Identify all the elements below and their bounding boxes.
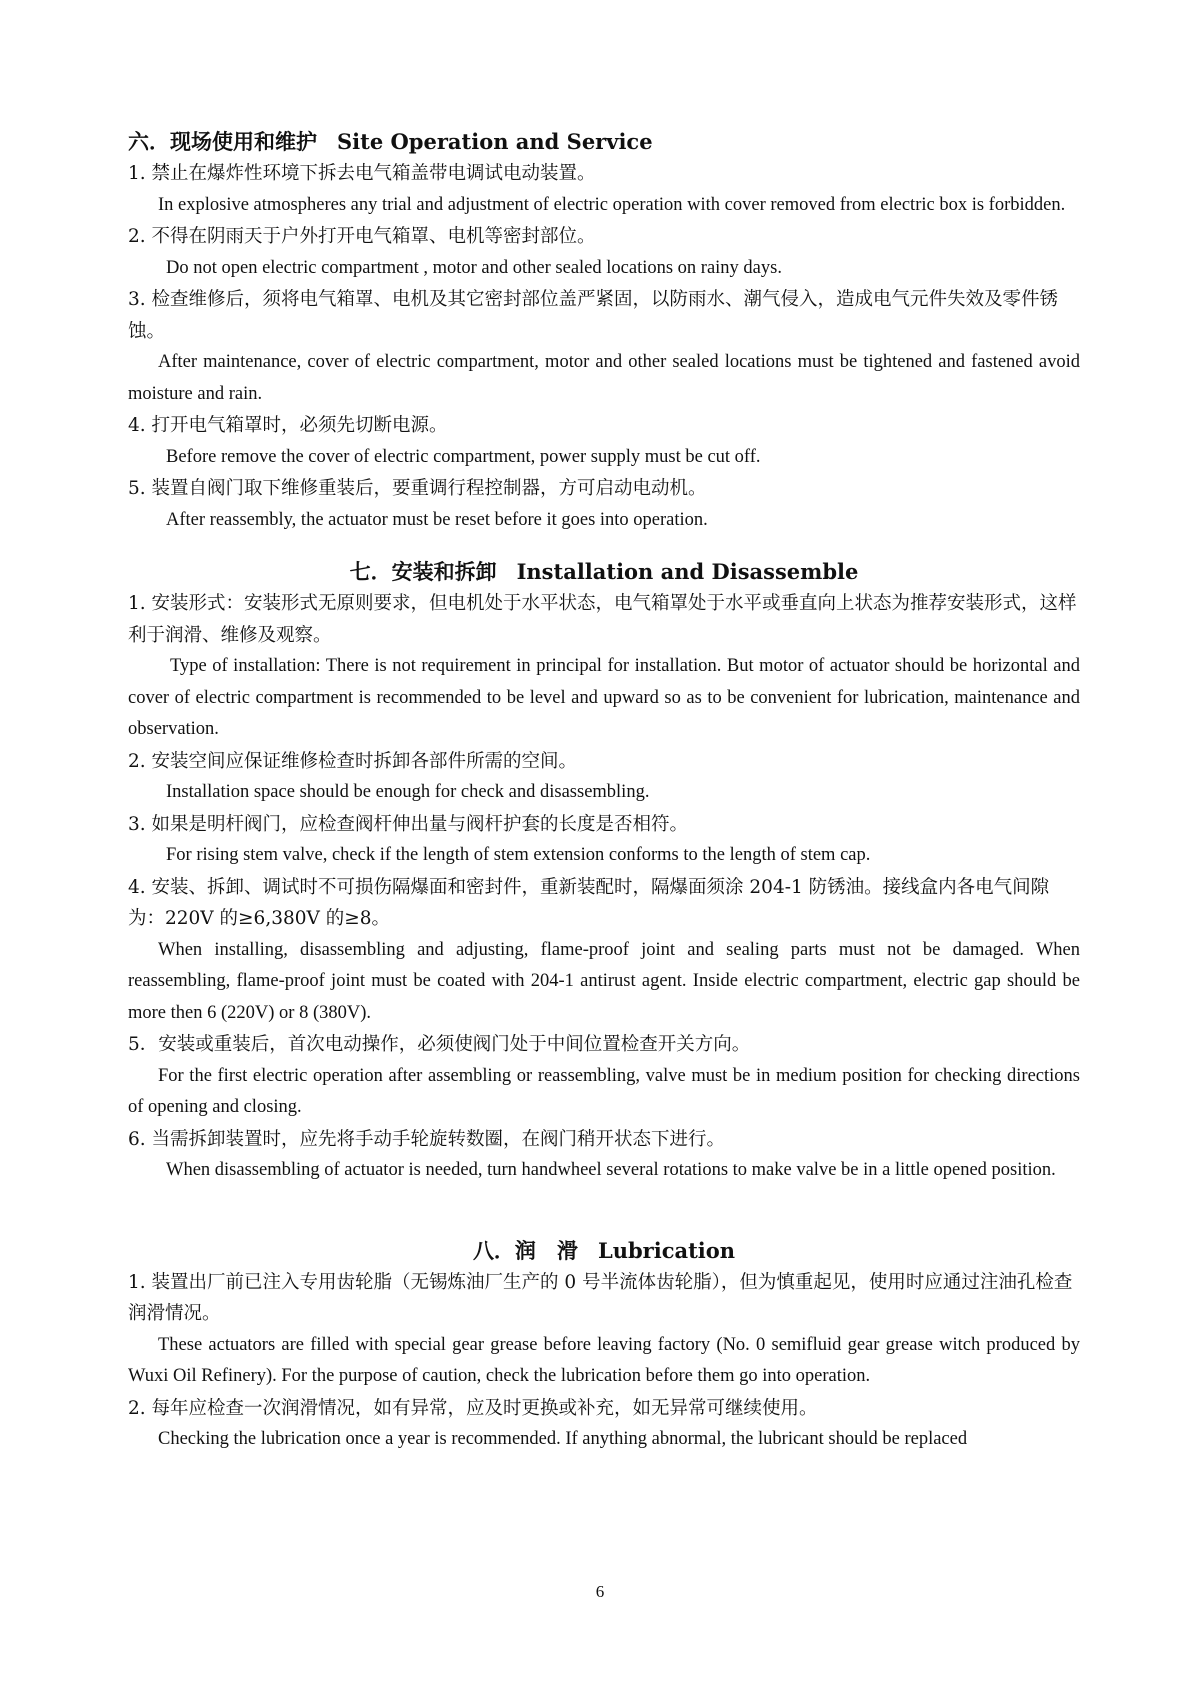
- s7-item-5-zh: 5．安装或重装后，首次电动操作，必须使阀门处于中间位置检查开关方向。: [128, 1034, 751, 1055]
- section-7-title-en: Installation and Disassemble: [516, 559, 859, 584]
- s6-item-4-en: Before remove the cover of electric compartment, power supply must be cut off.: [166, 446, 761, 467]
- s7-item-4-en: When installing, disassembling and adjusting, flame-proof joint and sealing parts must not be damaged. When reassembling, flame-proof joint must be coated with 204-1 antirust agent. Inside electric compartment, electric gap should be more then 6 (220V) or 8 (380V).: [128, 939, 1080, 1023]
- s7-item-4-zh: 4. 安装、拆卸、调试时不可损伤隔爆面和密封件，重新装配时，隔爆面须涂 204-1 防锈油。接线盒内各电气间隙为：220V 的≥6,380V 的≥8。: [128, 876, 1050, 929]
- section-6-title-en: Site Operation and Service: [337, 129, 653, 154]
- s6-item-4-zh: 4. 打开电气箱罩时，必须先切断电源。: [128, 415, 448, 436]
- s6-item-5-zh: 5. 装置自阀门取下维修重装后，要重调行程控制器，方可启动电动机。: [128, 478, 707, 499]
- s8-item-2-zh: 2. 每年应检查一次润滑情况，如有异常，应及时更换或补充，如无异常可继续使用。: [128, 1397, 818, 1419]
- section-6-title-zh: 六．现场使用和维护: [128, 129, 317, 154]
- s7-item-3-zh: 3. 如果是明杆阀门，应检查阀杆伸出量与阀杆护套的长度是否相符。: [128, 813, 689, 835]
- s6-item-3-zh: 3. 检查维修后，须将电气箱罩、电机及其它密封部位盖严紧固，以防雨水、潮气侵入，造成电气元件失效及零件锈蚀。: [128, 289, 1059, 342]
- s6-item-1-en: In explosive atmospheres any trial and adjustment of electric operation with cover removed from electric box is forbidden.: [158, 194, 1066, 215]
- s8-item-1-en: These actuators are filled with special gear grease before leaving factory (No. 0 semifluid gear grease witch produced by Wuxi Oil Refinery). For the purpose of caution, check the lubrication before them go into operation.: [128, 1334, 1080, 1386]
- s6-item-5-en: After reassembly, the actuator must be reset before it goes into operation.: [166, 509, 708, 530]
- s8-item-2-en: Checking the lubrication once a year is recommended. If anything abnormal, the lubricant should be replaced: [158, 1429, 968, 1449]
- page-content: [128, 126, 1080, 1456]
- s7-item-2-zh: 2. 安装空间应保证维修检查时拆卸各部件所需的空间。: [128, 750, 578, 772]
- s6-item-2-en: Do not open electric compartment , motor and other sealed locations on rainy days.: [166, 257, 782, 278]
- s7-item-6-zh: 6. 当需拆卸装置时，应先将手动手轮旋转数圈，在阀门稍开状态下进行。: [128, 1128, 726, 1150]
- page-number: 6: [595, 1582, 605, 1601]
- s7-item-3-en: For rising stem valve, check if the length of stem extension conforms to the length of stem cap.: [166, 845, 871, 865]
- section-6-heading: [128, 126, 1080, 158]
- section-7-heading: [128, 556, 1080, 588]
- s6-item-2-zh: 2. 不得在阴雨天于户外打开电气箱罩、电机等密封部位。: [128, 226, 596, 247]
- s6-item-3-en: After maintenance, cover of electric compartment, motor and other sealed locations must be tightened and fastened avoid moisture and rain.: [128, 352, 1080, 404]
- section-8-heading: [128, 1235, 1080, 1267]
- section-8-title-zh: 八．润 滑: [472, 1237, 578, 1263]
- s8-item-1-zh: 1. 装置出厂前已注入专用齿轮脂（无锡炼油厂生产的 0 号半流体齿轮脂），但为慎重起见，使用时应通过注油孔检查润滑情况。: [128, 1271, 1073, 1324]
- s7-item-1-en: Type of installation: There is not requirement in principal for installation. But motor of actuator should be horizontal and cover of electric compartment is recommended to be level and upward so as to be convenient for lubrication, maintenance and observation.: [128, 656, 1080, 739]
- s6-item-1-zh: 1. 禁止在爆炸性环境下拆去电气箱盖带电调试电动装置。: [128, 163, 596, 184]
- s7-item-1-zh: 1. 安装形式：安装形式无原则要求，但电机处于水平状态，电气箱罩处于水平或垂直向上状态为推荐安装形式，这样利于润滑、维修及观察。: [128, 593, 1077, 646]
- s7-item-2-en: Installation space should be enough for check and disassembling.: [166, 782, 650, 802]
- section-7-title-zh: 七．安装和拆卸: [349, 559, 497, 584]
- s7-item-5-en: For the first electric operation after assembling or reassembling, valve must be in medium position for checking directions of opening and closing.: [128, 1065, 1080, 1117]
- s7-item-6-en: When disassembling of actuator is needed, turn handwheel several rotations to make valve be in a little opened position.: [166, 1160, 1056, 1180]
- section-8-title-en: Lubrication: [597, 1237, 736, 1263]
